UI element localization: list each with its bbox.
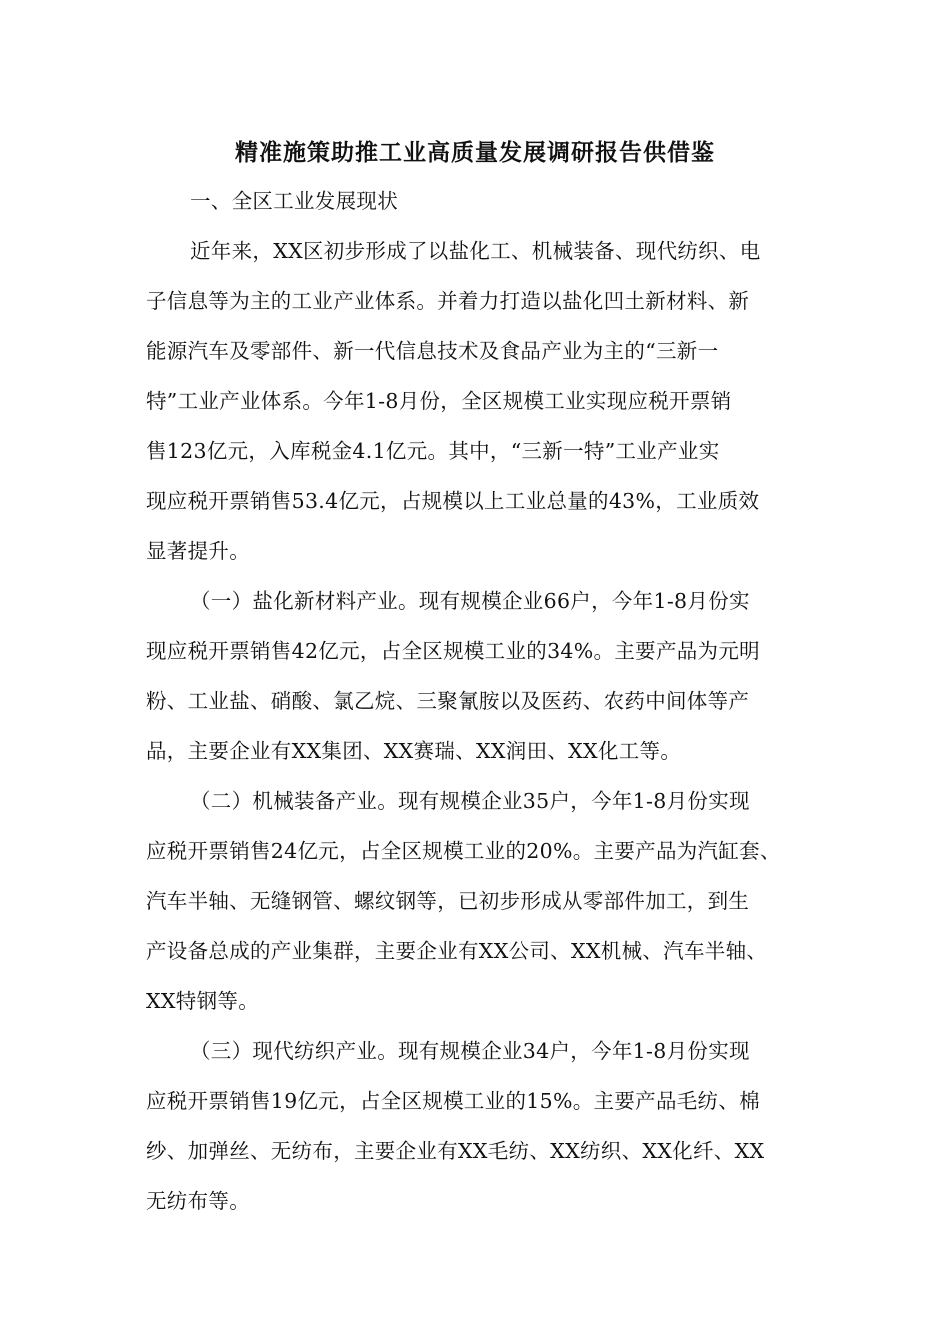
paragraph-line: 特”工业产业体系。今年1-8月份，全区规模工业实现应税开票销: [146, 389, 732, 413]
paragraph-line: 显著提升。: [146, 539, 250, 563]
paragraph-line: 能源汽车及零部件、新一代信息技术及食品产业为主的“三新一: [146, 339, 719, 363]
paragraph-line: 售123亿元，入库税金4.1亿元。其中，“三新一特”工业产业实: [146, 439, 720, 463]
paragraph-line: 无纺布等。: [146, 1189, 250, 1213]
paragraph-line: 品，主要企业有XX集团、XX赛瑞、XX润田、XX化工等。: [146, 739, 682, 763]
paragraph-line: 应税开票销售19亿元，占全区规模工业的15%。主要产品毛纺、棉: [146, 1089, 760, 1113]
paragraph-line: 产设备总成的产业集群，主要企业有XX公司、XX机械、汽车半轴、: [146, 939, 768, 963]
paragraph-line: （一）盐化新材料产业。现有规模企业66户，今年1-8月份实: [190, 589, 750, 613]
paragraph-line: 现应税开票销售53.4亿元，占规模以上工业总量的43%，工业质效: [146, 489, 760, 513]
paragraph-line: 粉、工业盐、硝酸、氯乙烷、三聚氰胺以及医药、农药中间体等产: [146, 689, 750, 713]
paragraph-line: 纱、加弹丝、无纺布，主要企业有XX毛纺、XX纺织、XX化纤、XX: [146, 1139, 765, 1163]
paragraph-line: XX特钢等。: [146, 989, 259, 1013]
document-title: 精准施策助推工业高质量发展调研报告供借鉴: [235, 139, 715, 166]
paragraph-line: 子信息等为主的工业产业体系。并着力打造以盐化凹土新材料、新: [146, 289, 750, 313]
paragraph-line: （二）机械装备产业。现有规模企业35户，今年1-8月份实现: [190, 789, 750, 813]
paragraph-line: 近年来，XX区初步形成了以盐化工、机械装备、现代纺织、电: [190, 239, 761, 263]
paragraph-line: 汽车半轴、无缝钢管、螺纹钢等，已初步形成从零部件加工，到生: [146, 889, 750, 913]
paragraph-line: （三）现代纺织产业。现有规模企业34户，今年1-8月份实现: [190, 1039, 750, 1063]
paragraph-line: 应税开票销售24亿元，占全区规模工业的20%。主要产品为汽缸套、: [146, 839, 781, 863]
section-heading: 一、全区工业发展现状: [190, 189, 398, 213]
paragraph-line: 现应税开票销售42亿元，占全区规模工业的34%。主要产品为元明: [146, 639, 760, 663]
